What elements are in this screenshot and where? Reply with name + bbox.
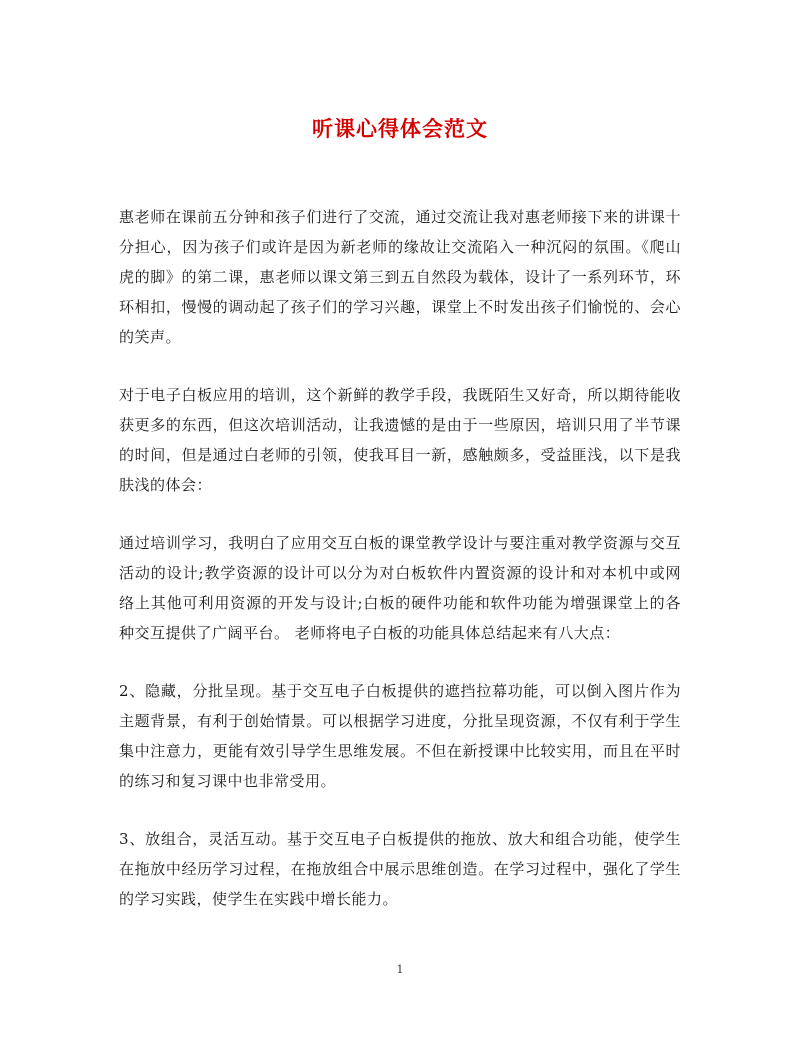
paragraph-4: 2、隐藏，分批呈现。基于交互电子白板提供的遮挡拉幕功能，可以倒入图片作为主题背景，有利于创始情景。可以根据学习进度，分批呈现资源，不仅有利于学生集中注意力，更能有效引导学生思维发展。不但在新授课中比较实用，而且在平时的练习和复习课中也非常受用。 <box>119 682 681 790</box>
paragraph-1: 惠老师在课前五分钟和孩子们进行了交流，通过交流让我对惠老师接下来的讲课十分担心，因为孩子们或许是因为新老师的缘故让交流陷入一种沉闷的氛围。《爬山虎的脚》的第二课，惠老师以课文第三到五自然段为载体，设计了一系列环节，环环相扣，慢慢的调动起了孩子们的学习兴趣，课堂上不时发出孩子们愉悦的、会心的笑声。 <box>119 208 681 346</box>
document-body <box>119 202 681 942</box>
paragraph-2: 对于电子白板应用的培训，这个新鲜的教学手段，我既陌生又好奇，所以期待能收获更多的东西，但这次培训活动，让我遗憾的是由于一些原因，培训只用了半节课的时间，但是通过白老师的引领，使我耳目一新，感触颇多，受益匪浅，以下是我肤浅的体会： <box>119 386 681 494</box>
page-number: 1 <box>396 963 404 976</box>
document-title: 听课心得体会范文 <box>312 116 488 141</box>
paragraph-3: 通过培训学习，我明白了应用交互白板的课堂教学设计与要注重对教学资源与交互活动的设计;教学资源的设计可以分为对白板软件内置资源的设计和对本机中或网络上其他可利用资源的开发与设计;白板的硬件功能和软件功能为增强课堂上的各种交互提供了广阔平台。 老师将电子白板的功能具体总结起来有八大点： <box>119 534 681 642</box>
paragraph-5: 3、放组合，灵活互动。基于交互电子白板提供的拖放、放大和组合功能，使学生在拖放中经历学习过程，在拖放组合中展示思维创造。在学习过程中，强化了学生的学习实践，使学生在实践中增长能力。 <box>119 830 681 908</box>
